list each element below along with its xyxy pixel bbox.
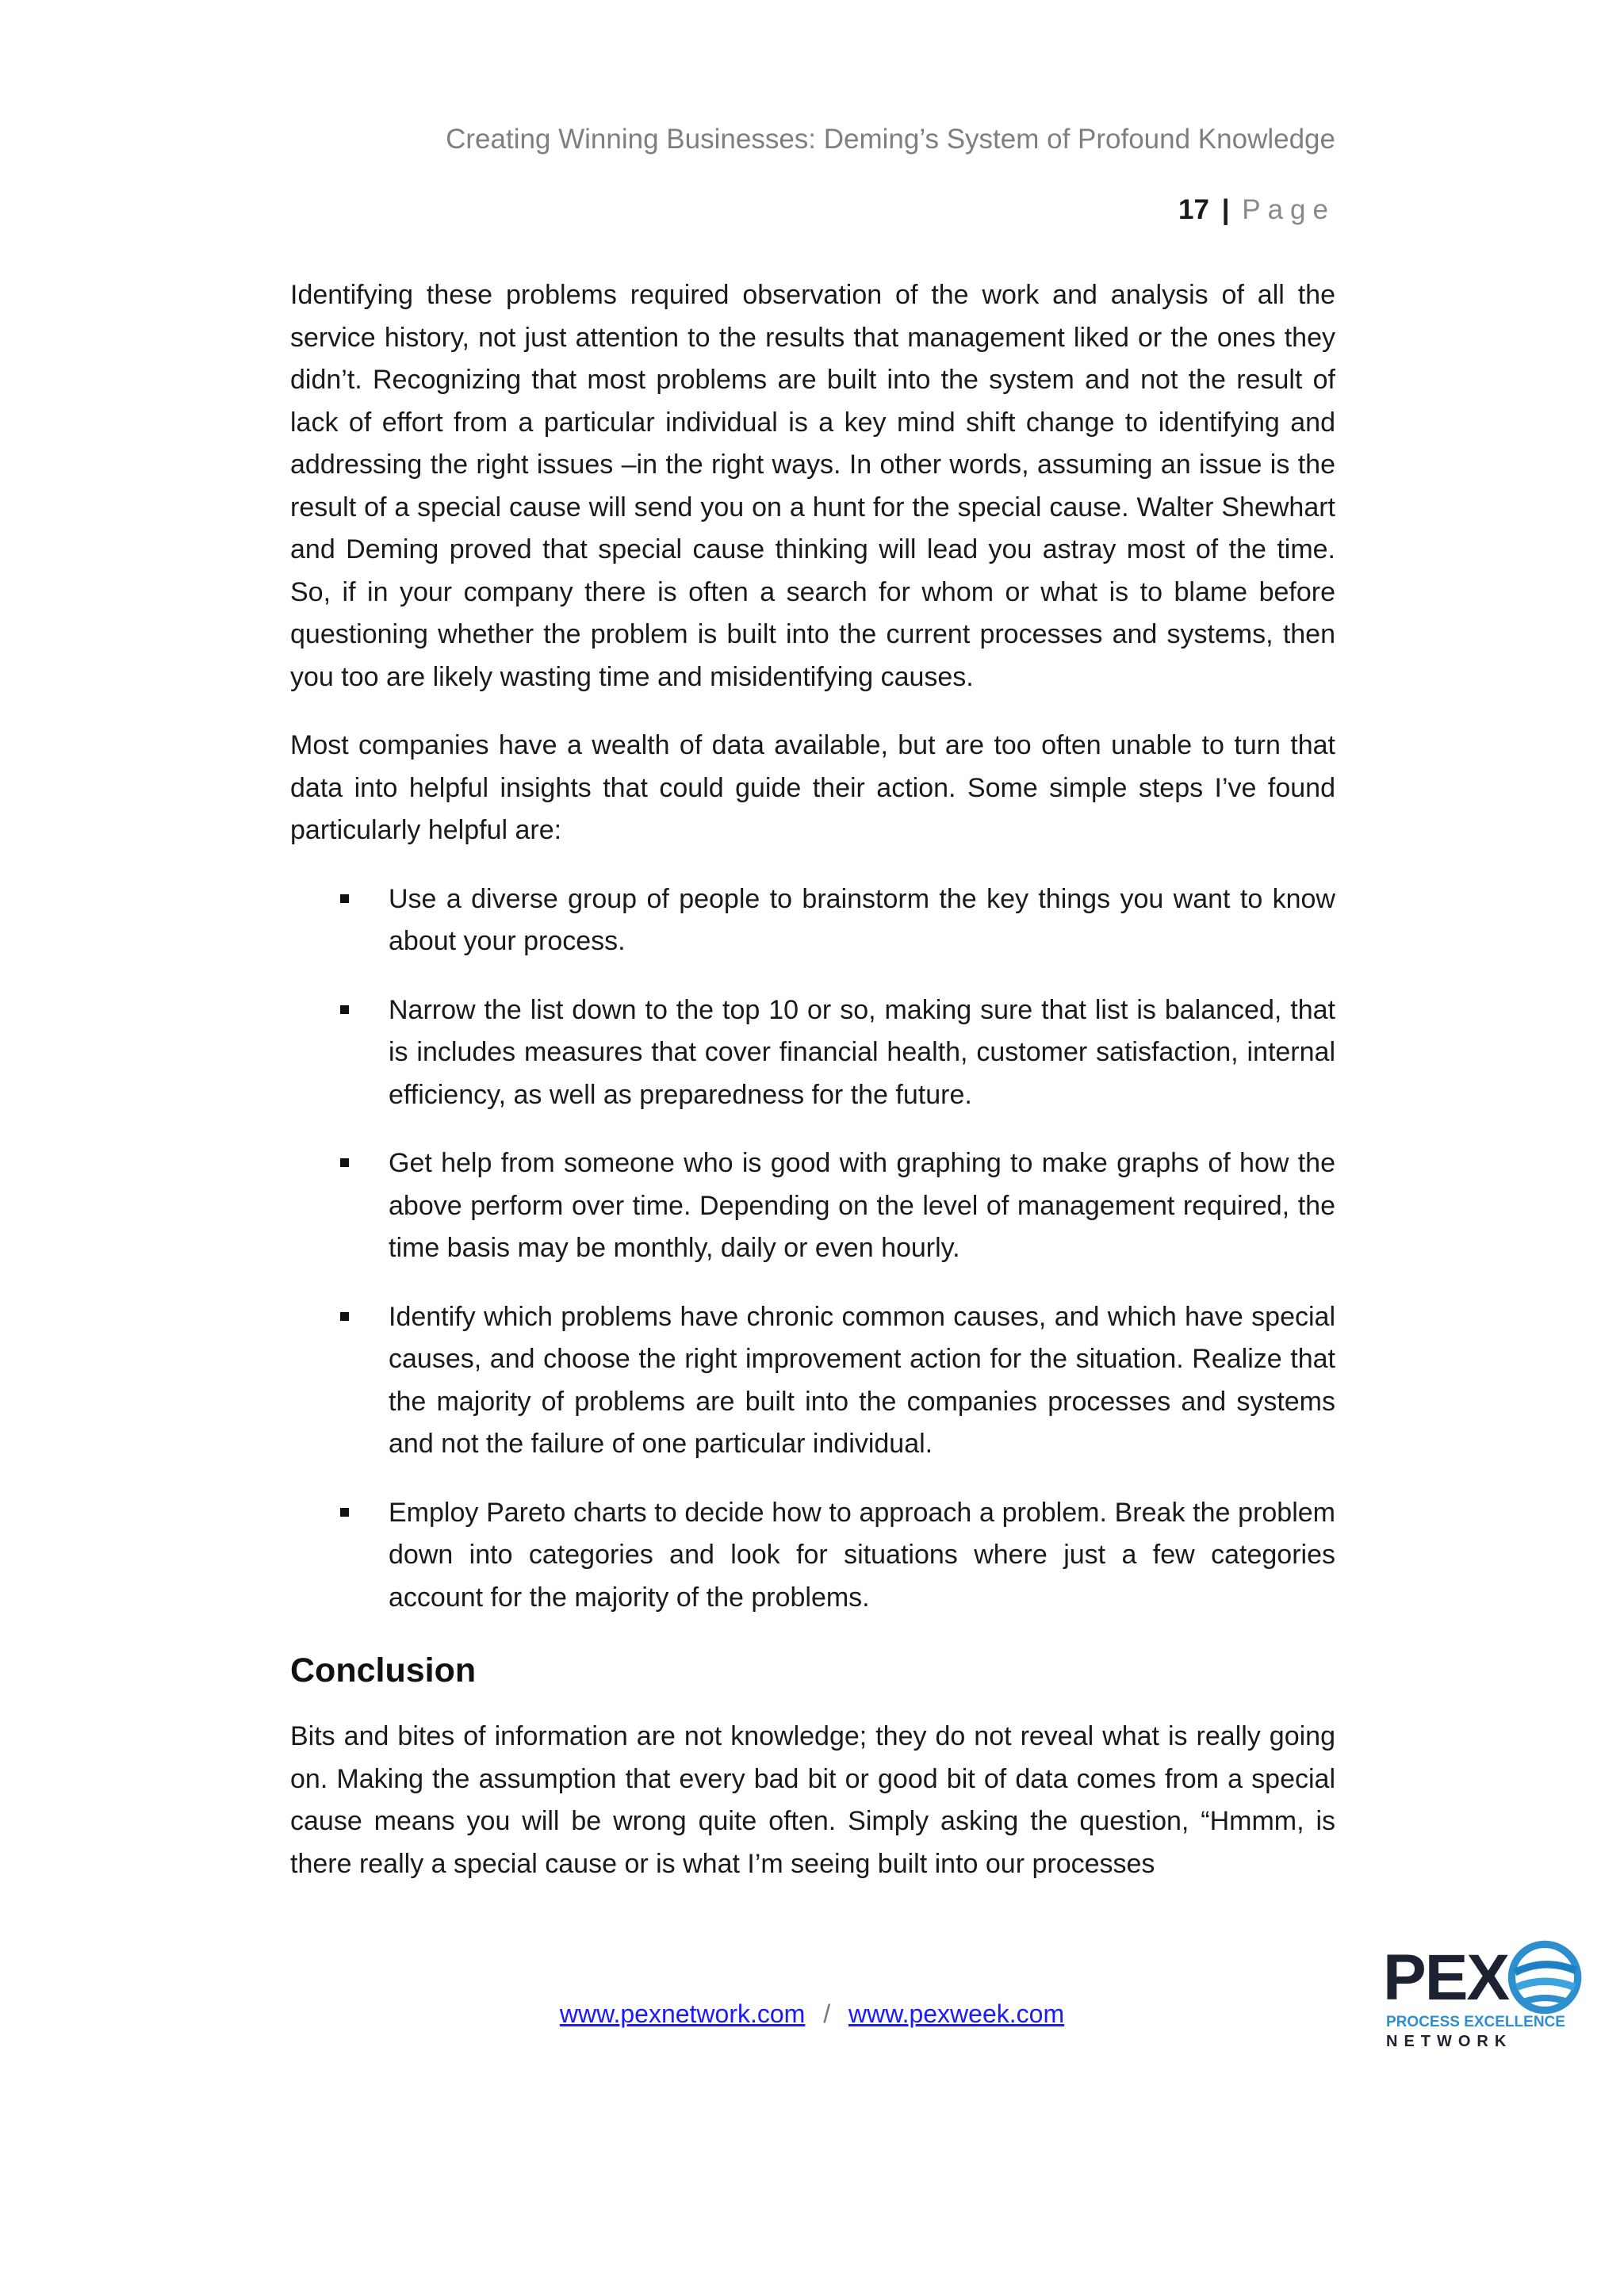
list-item — [290, 1492, 1335, 1620]
footer-links — [0, 1999, 1624, 2029]
list-item-text: Employ Pareto charts to decide how to approach a problem. Break the problem down into categories and look for situations where just a few categories account for the majority of the problems. — [389, 1497, 1335, 1613]
paragraph-conclusion: Bits and bites of information are not knowledge; they do not reveal what is really going on. Making the assumption that every bad bit or good bit of data comes from a special cause means you will be wrong quite often. Simply asking the question, “Hmmm, is there really a special cause or is what I’m seeing built into our processes — [290, 1721, 1335, 1879]
page-number-label: Page — [1242, 194, 1335, 225]
list-item-text: Get help from someone who is good with graphing to make graphs of how the above perform over time. Depending on the level of management required, the time basis may be monthly, daily or even hourly. — [389, 1148, 1335, 1263]
list-item-text: Identify which problems have chronic common causes, and which have special causes, and choose the right improvement action for the situation. Realize that the majority of problems are built into the companies processes and systems and not the failure of one particular individual. — [389, 1301, 1335, 1459]
page-number — [1178, 194, 1335, 226]
square-bullet-icon — [340, 1508, 349, 1517]
document-body — [290, 274, 1335, 1911]
list-item — [290, 1296, 1335, 1466]
paragraph-data: Most companies have a wealth of data available, but are too often unable to turn that data into helpful insights that could guide their action. Some simple steps I’ve found particularly helpful are: — [290, 730, 1335, 845]
list-item-text: Narrow the list down to the top 10 or so, making sure that list is balanced, that is includes measures that cover financial health, customer satisfaction, internal efficiency, as well as preparedness for the future. — [389, 994, 1335, 1110]
page-number-value: 17 — [1178, 194, 1209, 225]
square-bullet-icon — [340, 894, 349, 903]
logo-tagline: PROCESS EXCELLENCE — [1386, 2014, 1565, 2030]
running-title: Creating Winning Businesses: Deming’s System of Profound Knowledge — [446, 124, 1335, 155]
steps-list — [290, 878, 1335, 1620]
pexnetwork-link[interactable]: www.pexnetwork.com — [559, 1999, 806, 2028]
footer-divider: / — [823, 1999, 831, 2028]
square-bullet-icon — [340, 1312, 349, 1321]
pexweek-link[interactable]: www.pexweek.com — [848, 1999, 1065, 2028]
list-item — [290, 878, 1335, 963]
logo-wordmark: PEX — [1383, 1942, 1509, 2014]
globe-icon — [1502, 1936, 1584, 2019]
list-item — [290, 1142, 1335, 1270]
section-heading-conclusion: Conclusion — [290, 1651, 477, 1689]
list-item-text: Use a diverse group of people to brainstorm the key things you want to know about your process. — [389, 883, 1335, 956]
logo-network: NETWORK — [1386, 2033, 1513, 2050]
page-number-separator: | — [1221, 194, 1230, 225]
square-bullet-icon — [340, 1005, 349, 1014]
paragraph-problems: Identifying these problems required observation of the work and analysis of all the service history, not just attention to the results that management liked or the ones they didn’t. Recognizing that most problems are built into the system and not the result of lack of effort from a particular individual is a key mind shift change to identifying and addressing the right issues –in the right ways. In other words, assuming an issue is the result of a special cause will send you on a hunt for the special cause. Walter Shewhart and Deming proved that special cause thinking will lead you astray most of the time. So, if in your company there is often a search for whom or what is to blame before questioning whether the problem is built into the current processes and systems, then you too are likely wasting time and misidentifying causes. — [290, 280, 1335, 692]
list-item — [290, 989, 1335, 1117]
square-bullet-icon — [340, 1158, 349, 1167]
pex-logo — [1383, 1934, 1589, 2053]
